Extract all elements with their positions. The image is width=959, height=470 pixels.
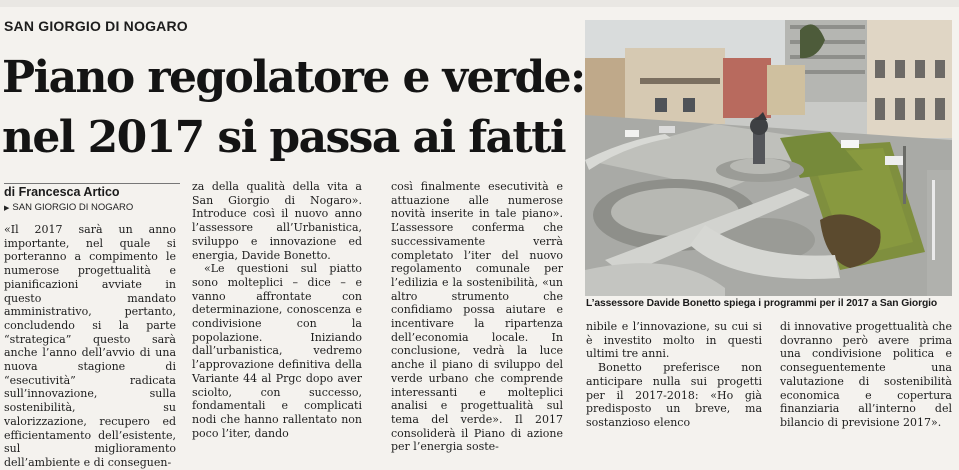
article-column-2	[192, 180, 362, 440]
byline-rule	[4, 183, 180, 184]
article-paragraph: za della qualità della vita a San Giorgio di Nogaro». Introduce così il nuovo anno l’assessore all’Urbanistica, sviluppo e innovazione ed energia, Davide Bonetto.	[192, 180, 362, 262]
headline-line-1: Piano regolatore e verde:	[2, 52, 585, 103]
article-paragraph: così finalmente esecutività e attuazione alle numerose novità inserite in tale piano». L’assessore conferma che successivamente verrà completato l’iter del nuovo regolamento comunale per l’edilizia e la sostenibilità, «un altro strumento che confidiamo possa aiutare e incentivare la ripartenza dell’economia locale. In conclusione, vedrà la luce anche il piano di sviluppo del verde urbano che comprende interessanti e molteplici analisi e progettualità sul tema del verde». Il 2017 consoliderà il Piano di azione per l’energia soste-	[391, 180, 563, 454]
article-paragraph: «Le questioni sul piatto sono molteplici – dice – e vanno affrontate con determinazione, conoscenza e condivisione con la popolazione. Iniziando dall’urbanistica, vedremo l’approvazione definitiva della Variante 44 al Prgc dopo aver sciolto, con successo, fondamentali e complicati nodi che hanno rallentato non poco l’iter, dando	[192, 262, 362, 440]
article-column-3	[391, 180, 563, 454]
article-column-1	[4, 223, 176, 469]
article-column-5	[780, 320, 952, 427]
article-paragraph: «Il 2017 sarà un anno importante, nel quale si porteranno a compimento le numerose progettualità e pianificazioni avviate in questo mandato amministrativo, pertanto, concludendo si la parte “strategica” questo sarà anche l’anno dell’avvio di una nuova stagione di “esecutività” radicata sull’innovazione, sulla sostenibilità, su valorizzazione, recupero ed efficientamento dell’esistente, sul miglioramento dell’ambiente e di conseguen-	[4, 223, 176, 469]
byline: di Francesca Artico	[4, 185, 120, 199]
headline-line-2: nel 2017 si passa ai fatti	[2, 112, 565, 163]
triangle-marker-icon: ▶	[4, 205, 10, 212]
section-label: SAN GIORGIO DI NOGARO	[4, 18, 188, 34]
article-paragraph: Bonetto preferisce non anticipare nulla sui progetti per il 2017-2018: «Ho già predisposto un breve, ma sostanzioso elenco	[586, 361, 762, 429]
photo-caption: L’assessore Davide Bonetto spiega i programmi per il 2017 a San Giorgio	[586, 298, 938, 309]
article-paragraph: di innovative progettualità che dovranno però avere prima una condivisione politica e conseguentemente una valutazione di sostenibilità economica e copertura finanziaria all’interno del bilancio di previsione 2017».	[780, 320, 952, 429]
article-paragraph: nibile e l’innovazione, su cui si è investito molto in questi ultimi tre anni.	[586, 320, 762, 361]
page-top-rule	[0, 0, 959, 7]
article-photo	[585, 20, 952, 296]
dateline-text: SAN GIORGIO DI NOGARO	[12, 202, 134, 213]
dateline	[4, 202, 133, 213]
headline	[2, 48, 585, 168]
article-column-4	[586, 320, 762, 427]
